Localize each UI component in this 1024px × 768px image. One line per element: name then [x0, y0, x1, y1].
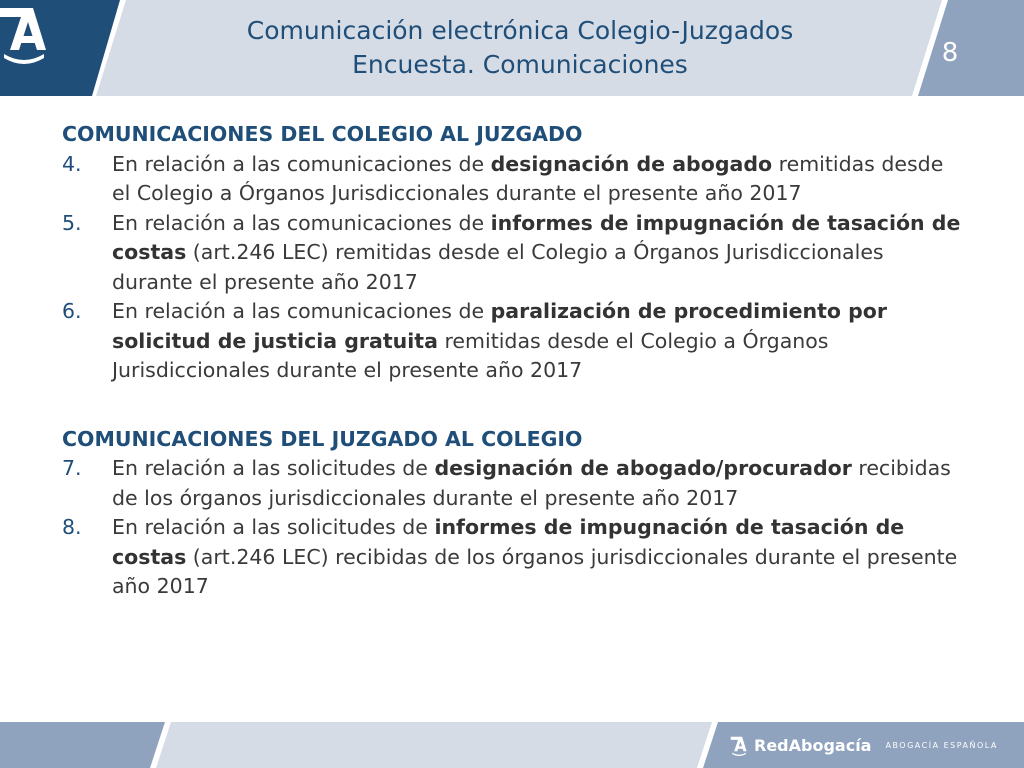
abogacia-logo-icon [0, 0, 48, 64]
slide-title [140, 14, 900, 82]
item-text-part: En relación a las solicitudes de [112, 515, 435, 539]
item-text-part: (art.246 LEC) recibidas de los órganos jurisdiccionales durante el presente año 2017 [112, 544, 958, 598]
item-number: 7. [62, 456, 82, 480]
item-text-emphasis: informes de impugnación de tasación de costas [112, 515, 905, 569]
page-number: 8 [941, 38, 959, 68]
list-item-8 [62, 513, 962, 602]
abogacia-small-logo-icon [730, 734, 748, 756]
slide-body [62, 120, 962, 602]
brand-name: RedAbogacía [754, 735, 872, 755]
item-text-part: (art.246 LEC) remitidas desde el Colegio a Órganos Jurisdiccionales durante el presente año 2017 [112, 240, 884, 294]
item-text [112, 150, 962, 209]
section-spacer [62, 386, 962, 425]
item-text-emphasis: designación de abogado [490, 151, 773, 176]
item-text-part: remitidas desde el Colegio a Órganos Jurisdiccionales durante el presente año 2017 [112, 328, 829, 382]
item-text-part: En relación a las solicitudes de [112, 456, 435, 480]
footer-middle-panel [156, 722, 712, 768]
footer-left-panel [0, 722, 165, 768]
item-text-part: En relación a las comunicaciones de [112, 210, 491, 235]
item-number: 6. [62, 299, 82, 323]
item-number: 8. [62, 515, 82, 539]
list-item-6 [62, 297, 962, 386]
item-text-emphasis: paralización de procedimiento por solicitud de justicia gratuita [112, 299, 887, 353]
footer-brand [730, 733, 998, 757]
item-text-emphasis: designación de abogado/procurador [434, 456, 852, 480]
item-text [112, 297, 962, 386]
item-text-part: recibidas de los órganos jurisdiccionales durante el presente año 2017 [112, 456, 951, 510]
list-item-4 [62, 150, 962, 209]
slide-title-line1: Comunicación electrónica Colegio-Juzgados [246, 16, 794, 45]
item-number: 5. [62, 210, 82, 235]
list-item-7 [62, 454, 962, 513]
list-item-5 [62, 209, 962, 298]
item-text-part: En relación a las comunicaciones de [112, 299, 491, 323]
item-text [112, 209, 962, 298]
item-text-part: En relación a las comunicaciones de [112, 151, 491, 176]
item-text-emphasis: informes de impugnación de tasación de costas [112, 210, 961, 264]
slide-header [0, 0, 1024, 96]
item-text-part: remitidas desde el Colegio a Órganos Jurisdiccionales durante el presente año 2017 [112, 151, 944, 205]
brand-subtitle: ABOGACÍA ESPAÑOLA [885, 740, 998, 750]
slide-title-line2: Encuesta. Comunicaciones [352, 50, 688, 79]
section-heading-juzgado-al-colegio: COMUNICACIONES DEL JUZGADO AL COLEGIO [62, 426, 583, 451]
item-text [112, 454, 962, 513]
item-number: 4. [62, 151, 82, 176]
item-text [112, 513, 962, 602]
section-heading-colegio-al-juzgado: COMUNICACIONES DEL COLEGIO AL JUZGADO [62, 122, 583, 146]
